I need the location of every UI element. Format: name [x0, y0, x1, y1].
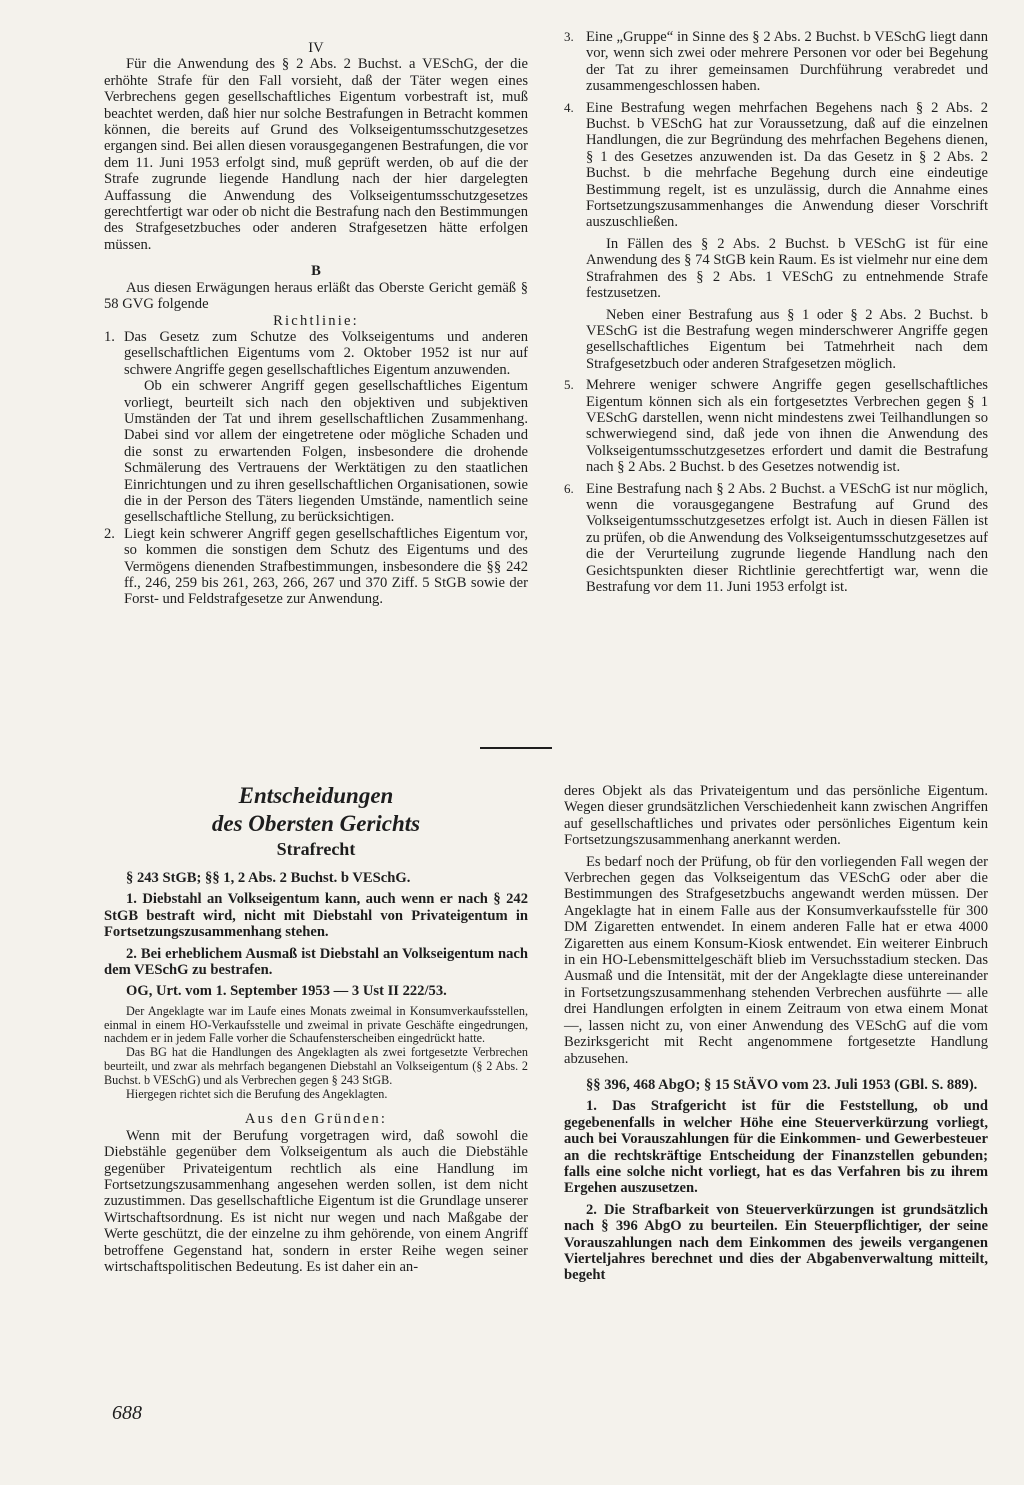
item-text: Liegt kein schwerer Angriff gegen gesellschaftliches Eigentum vor, so kommen die sonstigen dem Schutz des Eigentums und des Vermögens dienenden Strafbestimmungen, insbesondere die §§ 242 ff., 246, 259 bis 261, 263, 266, 267 und 370 Ziff. 5 StGB sowie der Forst- und Feldstrafgesetze zur Anwendung. [124, 525, 528, 608]
item-text: Mehrere weniger schwere Angriffe gegen gesellschaftliches Eigentum können sich als ein fortgesetztes Verbrechen gegen § 1 VESchG darstellen, wenn nicht mindestens zwei Teilhandlungen so schwerwiegend sind, daß jede von ihnen die Anwendung des Volkseigentumsschutzgesetzes erfordert und damit die Bestrafung nach § 2 Abs. 2 Buchst. b des Gesetzes notwendig ist. [586, 377, 988, 476]
item-text: Eine Bestrafung wegen mehrfachen Begehens nach § 2 Abs. 2 Buchst. b VESchG hat zur Voraussetzung, daß auf die einzelnen Handlungen, die zur Begründung des mehrfachen Begehens dienen, § 1 des Gesetzes anzuwenden ist. Da das Gesetz in § 2 Abs. 2 Buchst. b die mehrfache Begehung durch eine eindeutige Bestimmung regelt, ist es unzulässig, durch die Annahme eines Fortsetzungszusammenhanges die Anwendung dieser Vorschrift auszuschließen. [586, 99, 988, 231]
rubric-heading: Strafrecht [276, 839, 356, 859]
grounds-heading: Aus den Gründen: [244, 1111, 388, 1128]
item-text: Eine „Gruppe“ in Sinne des § 2 Abs. 2 Buchst. b VESchG liegt dann vor, wenn sich zwei oder mehrere Personen vor oder bei Begehung der Tat zu ihrer gemeinsamen Durchführung verabredet und zusammengeschlossen haben. [586, 29, 988, 95]
lead-sentence-3: 1. Das Strafgericht ist für die Feststellung, ob und gegebenenfalls in welcher Höhe eine Steuerverkürzung vorliegt, auch bei Vorauszahlungen für die Einkommen- und Gewerbesteuer an die rechtskräftige Entscheidung der Finanzstellen gebunden; falls eine solche nicht vorliegt, hat es das Verfahren bis zu ihrem Ergehen auszusetzen. [564, 1098, 988, 1197]
guideline-item-3 [564, 29, 988, 95]
section-heading-iv: IV [308, 40, 324, 56]
guideline-item-6 [564, 481, 988, 596]
left-column-bottom [104, 782, 528, 1275]
lead-sentence-1: 1. Diebstahl an Volkseigentum kann, auch wenn er nach § 242 StGB bestraft wird, nicht mit Diebstahl von Privateigentum in Fortsetzungszusammenhang stehen. [104, 891, 528, 941]
page-number: 688 [112, 1402, 142, 1424]
guideline-item-4 [564, 100, 988, 231]
case-citation-2: §§ 396, 468 AbgO; § 15 StÄVO vom 23. Juli 1953 (GBl. S. 889). [586, 1076, 978, 1093]
guideline-item-4-sub-2: Neben einer Bestrafung aus § 1 oder § 2 Abs. 2 Buchst. b VESchG ist die Bestrafung wegen minderschwerer Angriffe gegen gesellschaftliches Eigentum bei Tatmehrheit nach dem Strafgesetzbuch oder anderen Strafgesetzen möglich. [586, 306, 988, 372]
headline-line-1: Entscheidungen [238, 783, 394, 808]
headline-line-2: des Obersten Gerichts [211, 811, 421, 836]
item-number: 2. [104, 525, 115, 542]
guideline-item-4-sub-1: In Fällen des § 2 Abs. 2 Buchst. b VESchG ist für eine Anwendung des § 74 StGB kein Raum. Es ist vielmehr nur eine dem Strafrahmen des § 2 Abs. 1 VESchG zu entnehmende Strafe festzusetzen. [586, 235, 988, 302]
richtlinie-heading: Richtlinie: [273, 312, 359, 329]
reasoning-continuation: deres Objekt als das Privateigentum und das persönliche Eigentum. Wegen dieser grundsätzlichen Verschiedenheit kann zwischen Angriffen auf gesellschaftliches und privates oder persönliches Eigentum kein Fortsetzungszusammenhang anerkannt werden. [564, 783, 988, 849]
item-number: 4. [564, 99, 574, 115]
paragraph-iv: Für die Anwendung des § 2 Abs. 2 Buchst. a VESchG, der die erhöhte Strafe für den Fall vorsieht, daß der Täter wegen eines Verbrechens gegen gesellschaftliches Eigentum vorbestraft ist, muß beachtet werden, daß hier nur solche Bestrafungen in Betracht kommen können, die bereits auf Grund des Volkseigentumsschutzgesetzes ergangen sind. Bei allen diesen vorausgegangenen Bestrafungen, die vor dem 11. Juni 1953 erfolgt sind, muß geprüft werden, ob auf die der Strafe zugrunde liegende Handlung nach der hier dargelegten Auffassung die Anwendung des Volkseigentumsschutzgesetzes gerechtfertigt war oder ob nicht die Bestrafung nach den Bestimmungen des Strafgesetzbuches oder anderen Strafgesetzen hätte erfolgen müssen. [104, 56, 528, 253]
item-number: 5. [564, 377, 574, 393]
guideline-item-2 [104, 526, 528, 608]
facts-paragraph-3: Hiergegen richtet sich die Berufung des Angeklagten. [126, 1086, 388, 1101]
section-divider [480, 747, 552, 749]
item-text: Das Gesetz zum Schutze des Volkseigentums und anderen gesellschaftlichen Eigentums vom 2. Oktober 1952 ist nur auf schwere Angriffe gegen gesellschaftliches Eigentum anzuwenden. [124, 328, 528, 378]
right-column-top [564, 29, 988, 595]
item-text: Eine Bestrafung nach § 2 Abs. 2 Buchst. a VESchG ist nur möglich, wenn die vorausgegangene Bestrafung auf Grund des Volkseigentumsschutzgesetzes erfolgt ist. Auch in diesen Fällen ist zu prüfen, ob die Anwendung des Volkseigentumsschutzgesetzes auf die der Verurteilung zugrunde liegende Handlung nach den Gesichtspunkten dieser Richtlinie gerechtfertigt war, wenn die Bestrafung vor dem 11. Juni 1953 erfolgt ist. [586, 480, 988, 595]
lead-sentence-4: 2. Die Strafbarkeit von Steuerverkürzungen ist grundsätzlich nach § 396 AbgO zu beurteilen. Ein Steuerpflichtiger, der seine Vorauszahlungen nach dem Einkommen des jeweils vergangenen Vierteljahres berechnet und dies der Abgabenverwaltung mitteilt, begeht [564, 1201, 988, 1284]
paragraph-b: Aus diesen Erwägungen heraus erläßt das Oberste Gericht gemäß § 58 GVG folgende [104, 279, 528, 313]
item-number: 1. [104, 328, 115, 345]
lead-sentence-2: 2. Bei erheblichem Ausmaß ist Diebstahl an Volkseigentum nach dem VESchG zu bestrafen. [104, 945, 528, 979]
reasoning-paragraph: Wenn mit der Berufung vorgetragen wird, daß sowohl die Diebstähle gegenüber dem Volkseigentum als auch die Diebstähle gegenüber Privateigentum rechtlich als eine Handlung im Fortsetzungszusammenhang angesehen werden sollen, ist dem nicht zuzustimmen. Das gesellschaftliche Eigentum ist die Grundlage unserer Wirtschaftsordnung. Es ist nicht nur wegen und nach Maßgabe der Werte geschützt, die der einzelne zu ihm gehörende, von einem Angriff betroffene Gegenstand hat, sondern in erster Reihe wegen seiner wirtschaftspolitischen Bedeutung. Es ist daher ein an- [104, 1127, 528, 1276]
item-number: 6. [564, 480, 574, 496]
item-number: 3. [564, 29, 574, 44]
guideline-item-1 [104, 329, 528, 378]
guideline-item-5 [564, 377, 988, 475]
right-column-bottom [564, 783, 988, 1284]
reasoning-paragraph-2: Es bedarf noch der Prüfung, ob für den vorliegenden Fall wegen der Verbrechen gegen das Volkseigentum das VESchG oder aber die Bestimmungen des Strafgesetzbuchs angewandt werden müssen. Der Angeklagte hat in einem Falle aus der Konsumverkaufsstelle für 300 DM Zigaretten entwendet. In einem anderen Falle hat er etwa 4000 Zigaretten aus einem Konsum-Kiosk entwendet. Ein weiterer Einbruch in ein HO-Lebensmittelgeschäft blieb im Versuchsstadium stecken. Das Ausmaß und die Intensität, mit der der Angeklagte diese untereinander in Fortsetzungszusammenhang stehenden Verbrechen ausführte — alle drei Handlungen erfolgten in einem Zeitraum von etwa einem Monat —, lassen nicht zu, von einer Anwendung des VESchG auf die vom Bezirksgericht mit Recht angenommene fortgesetzte Handlung abzusehen. [564, 853, 988, 1067]
court-reference: OG, Urt. vom 1. September 1953 — 3 Ust II 222/53. [126, 983, 447, 1000]
facts-paragraph-2: Das BG hat die Handlungen des Angeklagten als zwei fortgesetzte Verbrechen beurteilt, und zwar als mehrfach begangenen Diebstahl an Volkseigentum (§ 2 Abs. 2 Buchst. b VESchG) und als Verbrechen gegen § 243 StGB. [104, 1045, 528, 1087]
section-heading-b: B [311, 263, 321, 280]
guideline-item-1-sub: Ob ein schwerer Angriff gegen gesellschaftliches Eigentum vorliegt, beurteilt sich nach den objektiven und subjektiven Umständen der Tat und ihrem gesellschaftlichen Zusammenhang. Dabei sind vor allem der eingetretene oder mögliche Schaden und die sonst zu erwartenden Folgen, insbesondere die drohende Schmälerung des Vertrauens der Werktätigen zu den staatlichen Einrichtungen und zu ihren gesellschaftlichen Organisationen, sowie die in der Person des Täters liegenden Umstände, namentlich seine gesellschaftliche Stellung, zu berücksichtigen. [124, 378, 528, 526]
facts-paragraph-1: Der Angeklagte war im Laufe eines Monats zweimal in Konsumverkaufsstellen, einmal in einem HO-Verkaufsstelle und zweimal in private Geschäfte eingedrungen, nachdem er in jedem Falle vorher die Schaufensterscheiben eingedrückt hatte. [104, 1003, 528, 1046]
case-citation: § 243 StGB; §§ 1, 2 Abs. 2 Buchst. b VESchG. [126, 870, 411, 886]
left-column-top [104, 40, 528, 608]
